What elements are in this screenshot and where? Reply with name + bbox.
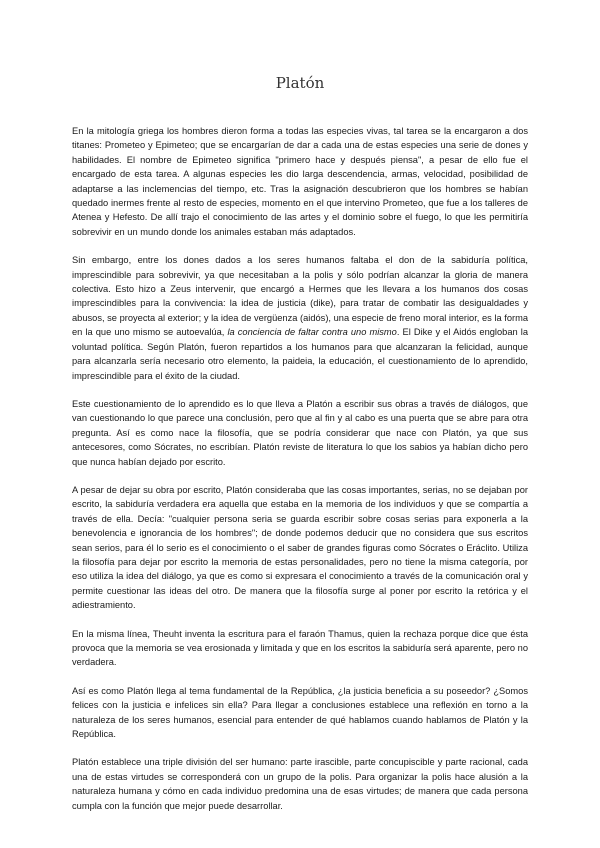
paragraph-political-wisdom-end: . El Dike y el Aidós engloban la voluntad política. Según Platón, fueron repartidos a los humanos para que alcanzaran la felicidad, aunque para alcanzarla sería necesario otro elemento, la paideia, la educación, el cuestionamiento de lo aprendido, imprescindible para el éxito de la ciudad. — [72, 327, 528, 381]
paragraph-republic: Así es como Platón llega al tema fundamental de la República, ¿la justicia beneficia a su poseedor? ¿Somos felices con la justicia e infelices sin ella? Para llegar a conclusiones establece una reflexión en torno a la naturaleza de los seres humanos, esencial para entender de qué hablamos cuando hablamos de Platón y la República. — [72, 685, 528, 740]
paragraph-political-wisdom-start: Sin embargo, entre los dones dados a los seres humanos faltaba el don de la sabiduría política, imprescindible para sobrevivir, ya que necesitaban a la polis y sólo podrían alcanzar la gloria de manera colectiva. Esto hizo a Zeus intervenir, que encargó a Hermes que les llevara a los humanos dos cosas imprescindibles para la convivencia: la idea de justicia (dike), para tratar de combatir las desigualdades y abusos, se proyecta al exterior; y la idea de vergüenza (aidós), una especie de freno moral interior, es la forma en la que uno mismo se autoevalúa, — [72, 255, 528, 338]
paragraph-political-wisdom-emphasis: la conciencia de faltar contra uno mismo — [227, 327, 397, 338]
document-title: Platón — [275, 74, 325, 92]
document-body — [72, 124, 528, 827]
paragraph-written-work: A pesar de dejar su obra por escrito, Platón consideraba que las cosas importantes, serias, no se dejaban por escrito, la sabiduría verdadera era aquella que estaba en la memoria de los individuos y que se compartía a través de ella. Decía: "cualquier persona seria se guarda escribir sobre cosas serias para exponerla a la benevolencia e ignorancia de los hombres"; de donde podemos deducir que no considera que sus escritos sean serios, para él lo serio es el conocimiento o el saber de grandes figuras como Sócrates o Eráclito. Utiliza la filosofía para dejar por escrito la memoria de estas personalidades, pero no tiene la misma categoría, por eso utiliza la idea del diálogo, ya que es como si expresara el conocimiento a través de la comunicación oral y permite cuestionar las ideas del otro. De manera que la filosofía surge al poner por escrito la retórica y el adiestramiento. — [72, 484, 528, 611]
paragraph-political-wisdom — [72, 253, 528, 383]
paragraph-mythology: En la mitología griega los hombres dieron forma a todas las especies vivas, tal tarea se la encargaron a dos titanes: Prometeo y Epimeteo; que se encargarían de dar a cada una de estas especies una serie de dones y habilidades. El nombre de Epimeteo significa "primero hace y después piensa", a pesar de ello fue el encargado de esta tarea. A algunas especies les dio larga descendencia, armas, velocidad, posibilidad de adaptarse a las inclemencias del tiempo, etc. Tras la asignación descubrieron que los hombres se habían quedado inermes frente al resto de especies, momento en el que intervino Prometeo, que fue a los talleres de Atenea y Hefesto. De allí trajo el conocimiento de las artes y el dominio sobre el fuego, lo que les permitiría sobrevivir en un mundo donde los animales estaban más adaptados. — [72, 126, 528, 237]
paragraph-dialogues: Este cuestionamiento de lo aprendido es lo que lleva a Platón a escribir sus obras a través de diálogos, que van cuestionando lo que parece una conclusión, pero que al fin y al cabo es una puerta que se abre para otra pregunta. Así es como nace la filosofía, que se podría considerar que nace con Platón, ya que sus antecesores, como Sócrates, no escribían. Platón reviste de literatura lo que los sabios ya habían dicho pero que nunca habían dejado por escrito. — [72, 398, 528, 467]
paragraph-theuth: En la misma línea, Theuht inventa la escritura para el faraón Thamus, quien la rechaza porque dice que ésta provoca que la memoria se vea erosionada y limitada y que en los escritos la sabiduría será aparente, pero no verdadera. — [72, 628, 528, 668]
paragraph-triple-division: Platón establece una triple división del ser humano: parte irascible, parte concupiscible y parte racional, cada una de estas virtudes se corresponderá con un grupo de la polis. Para organizar la polis hace alusión a la naturaleza humana y cómo en cada individuo predomina una de esas virtudes; de manera que cada persona cumpla con la función que mejor puede desarrollar. — [72, 757, 528, 811]
